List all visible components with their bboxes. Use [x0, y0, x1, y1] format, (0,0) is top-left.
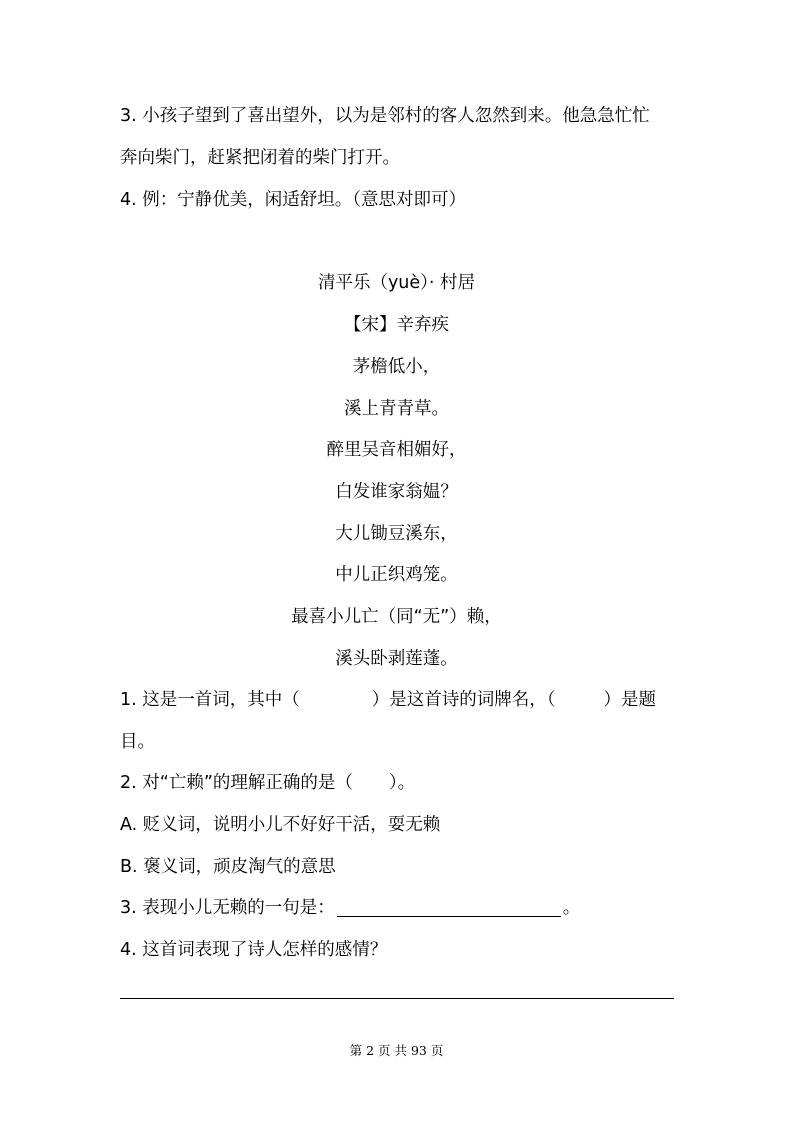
question-1-continued: 目。: [120, 732, 155, 752]
answer-3-line-1: 3. 小孩子望到了喜出望外，以为是邻村的客人忽然到来。他急急忙忙: [120, 106, 650, 126]
poem-line: 茅檐低小，: [352, 357, 441, 377]
question-2: [120, 771, 415, 795]
question-2-text-b: ）。: [388, 773, 416, 793]
question-3-answer-line[interactable]: [337, 899, 561, 917]
poem-line: 溪头卧剥莲蓬。: [335, 649, 458, 669]
question-2-text-a: 2. 对“亡赖”的理解正确的是（: [120, 773, 353, 793]
answer-3-line-2: 奔向柴门，赶紧把闭着的柴门打开。: [120, 148, 400, 168]
answer-4: 4. 例：宁静优美，闲适舒坦。（意思对即可）: [120, 190, 467, 210]
question-4: 4. 这首词表现了诗人怎样的感情？: [120, 940, 388, 960]
question-1-text-a: 1. 这是一首词，其中（: [120, 690, 300, 710]
poem-line: 溪上青青草。: [344, 399, 449, 419]
poem-line: 白发谁家翁媪？: [335, 482, 458, 502]
question-1-text-b: ）是这首诗的词牌名，（: [371, 690, 556, 710]
question-1-text-c: ）是题: [603, 690, 657, 710]
question-4-answer-line[interactable]: [120, 998, 674, 999]
poem-line: 中儿正织鸡笼。: [335, 565, 458, 585]
question-3-text-b: 。: [562, 898, 581, 918]
question-3: [120, 896, 580, 920]
question-2-option-b: B. 褒义词，顽皮淘气的意思: [120, 857, 336, 877]
poem-author: 【宋】辛弃疾: [344, 315, 449, 335]
poem-line: 最喜小儿亡（同“无”）赖，: [291, 607, 502, 627]
question-2-option-a: A. 贬义词，说明小儿不好好干活，耍无赖: [120, 815, 441, 835]
poem-line: 醉里吴音相媚好，: [326, 440, 467, 460]
question-1: [120, 688, 656, 712]
poem-title: 清平乐（yuè）· 村居: [317, 273, 476, 293]
question-3-text-a: 3. 表现小儿无赖的一句是：: [120, 898, 335, 918]
poem-line: 大儿锄豆溪东，: [335, 524, 458, 544]
page-footer: 第 2 页 共 93 页: [349, 1043, 444, 1058]
